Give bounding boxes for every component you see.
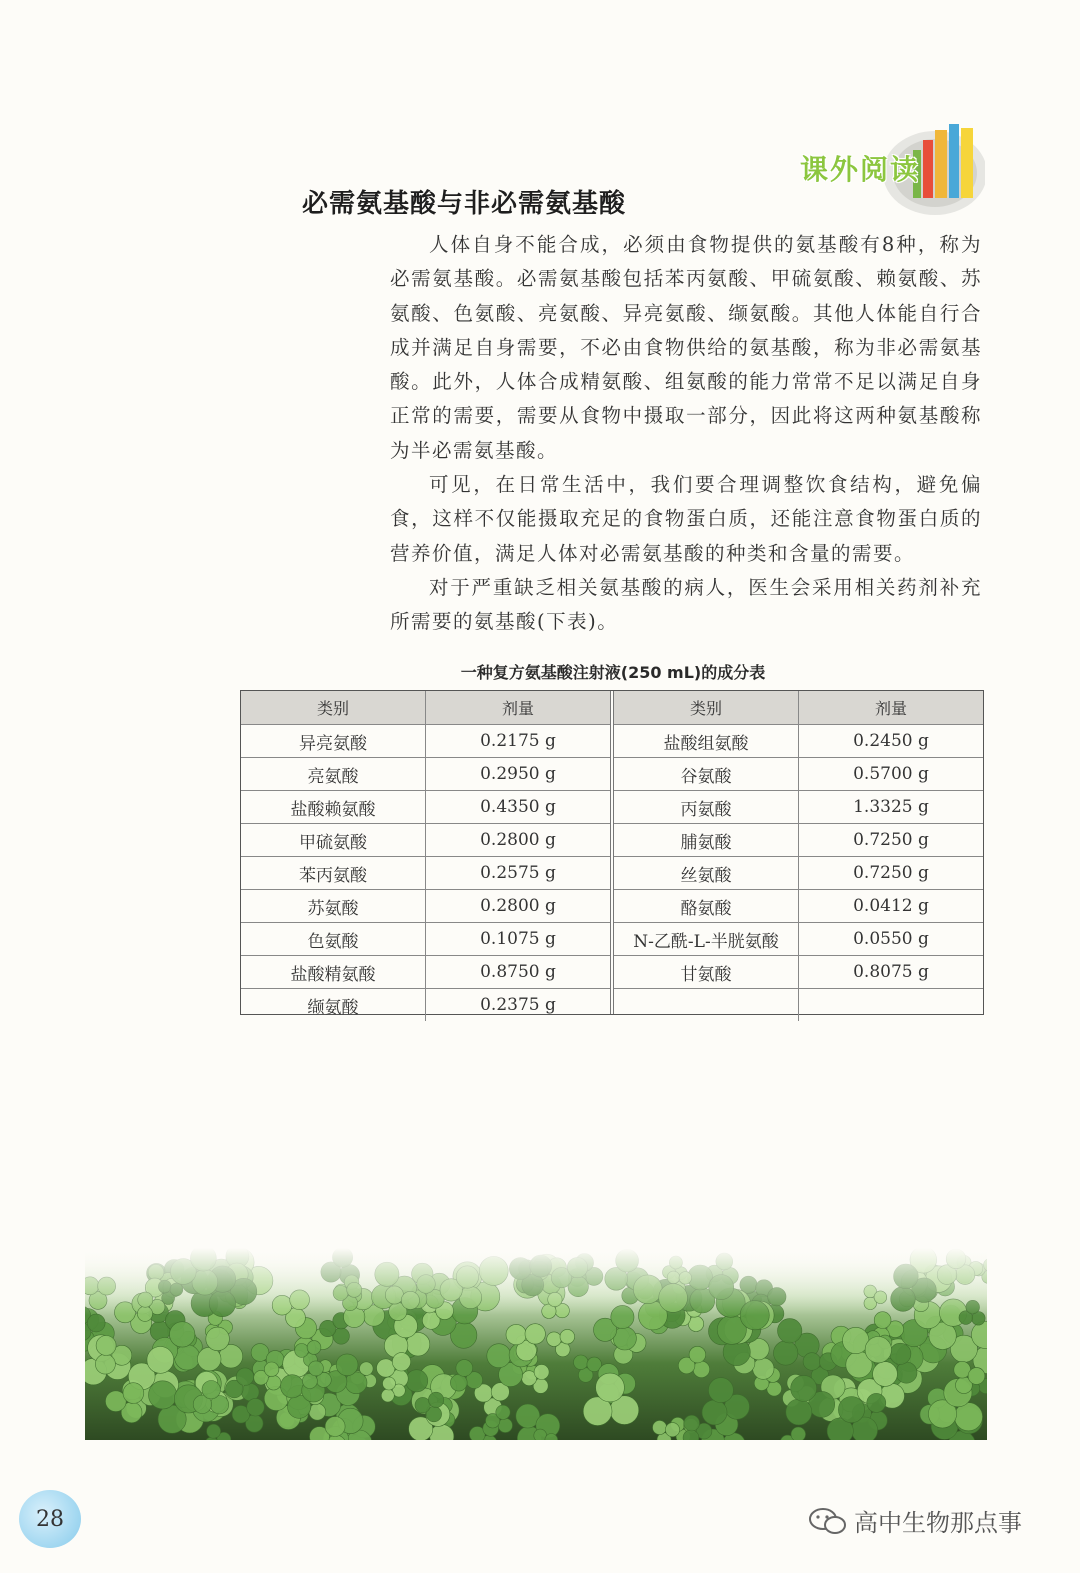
cell-category: 甲硫氨酸 — [241, 824, 426, 857]
cell-category: 盐酸精氨酸 — [241, 956, 426, 989]
cell-dose: 0.5700 g — [799, 758, 984, 791]
table-row — [614, 857, 983, 890]
cell-category: 苏氨酸 — [241, 890, 426, 923]
cell-category: 盐酸赖氨酸 — [241, 791, 426, 824]
table-row — [241, 725, 610, 758]
cell-dose: 1.3325 g — [799, 791, 984, 824]
watermark-text: 高中生物那点事 — [854, 1509, 1022, 1537]
cell-dose: 0.7250 g — [799, 824, 984, 857]
cell-dose: 0.2800 g — [426, 890, 611, 923]
cell-category: 丙氨酸 — [614, 791, 799, 824]
table-row — [241, 923, 610, 956]
badge-label: 课外阅读 — [800, 153, 921, 186]
table-row — [614, 956, 983, 989]
table-row — [614, 989, 983, 1022]
extracurricular-reading-badge — [795, 118, 985, 218]
cell-category: 色氨酸 — [241, 923, 426, 956]
cell-dose: 0.0412 g — [799, 890, 984, 923]
clover-photo — [85, 1248, 987, 1440]
table-row — [241, 791, 610, 824]
cell-dose: 0.0550 g — [799, 923, 984, 956]
cell-category: 盐酸组氨酸 — [614, 725, 799, 758]
table-row — [241, 758, 610, 791]
paragraph-2: 可见，在日常生活中，我们要合理调整饮食结构，避免偏食，这样不仅能摄取充足的食物蛋白质，还能注意食物蛋白质的营养价值，满足人体对必需氨基酸的种类和含量的需要。 — [390, 473, 982, 565]
cell-category: 亮氨酸 — [241, 758, 426, 791]
header-category: 类别 — [614, 691, 799, 725]
cell-dose: 0.8075 g — [799, 956, 984, 989]
cell-category: 缬氨酸 — [241, 989, 426, 1022]
cell-dose: 0.8750 g — [426, 956, 611, 989]
article-title: 必需氨基酸与非必需氨基酸 — [302, 189, 627, 219]
paragraph-3: 对于严重缺乏相关氨基酸的病人，医生会采用相关药剂补充所需要的氨基酸(下表)。 — [390, 575, 982, 634]
header-category: 类别 — [241, 691, 426, 725]
table-row — [614, 725, 983, 758]
cell-dose: 0.7250 g — [799, 857, 984, 890]
cell-dose: 0.1075 g — [426, 923, 611, 956]
cell-category — [614, 989, 799, 1022]
table-row — [614, 758, 983, 791]
table-row — [614, 791, 983, 824]
cell-category: 酪氨酸 — [614, 890, 799, 923]
page-number: 28 — [19, 1490, 81, 1548]
cell-category: 苯丙氨酸 — [241, 857, 426, 890]
cell-category: N-乙酰-L-半胱氨酸 — [614, 923, 799, 956]
table-caption: 一种复方氨基酸注射液(250 mL)的成分表 — [460, 663, 766, 682]
watermark — [808, 1503, 1022, 1538]
cell-dose: 0.2450 g — [799, 725, 984, 758]
table-right-half — [614, 691, 983, 1014]
cell-dose: 0.2375 g — [426, 989, 611, 1022]
paragraph-1: 人体自身不能合成，必须由食物提供的氨基酸有8种，称为必需氨基酸。必需氨基酸包括苯丙氨酸、甲硫氨酸、赖氨酸、苏氨酸、色氨酸、亮氨酸、异亮氨酸、缬氨酸。其他人体能自行合成并满足自身需要，不必由食物供给的氨基酸，称为非必需氨基酸。此外，人体合成精氨酸、组氨酸的能力常常不足以满足自身正常的需要，需要从食物中摄取一部分，因此将这两种氨基酸称为半必需氨基酸。 — [390, 233, 982, 462]
table-row — [614, 923, 983, 956]
header-dose: 剂量 — [426, 691, 611, 725]
wechat-icon — [808, 1506, 848, 1536]
cell-dose: 0.2575 g — [426, 857, 611, 890]
table-row — [614, 824, 983, 857]
cell-category: 脯氨酸 — [614, 824, 799, 857]
table-row — [241, 857, 610, 890]
cell-dose: 0.4350 g — [426, 791, 611, 824]
table-right — [614, 691, 983, 1021]
cell-dose: 0.2950 g — [426, 758, 611, 791]
table-row — [614, 890, 983, 923]
table-left — [241, 691, 610, 1021]
clover-image — [85, 1248, 987, 1440]
cell-category: 甘氨酸 — [614, 956, 799, 989]
cell-dose — [799, 989, 984, 1022]
article-body — [390, 228, 982, 640]
amino-acid-table — [240, 690, 984, 1018]
cell-category: 谷氨酸 — [614, 758, 799, 791]
header-dose: 剂量 — [799, 691, 984, 725]
cell-category: 异亮氨酸 — [241, 725, 426, 758]
table-row — [241, 890, 610, 923]
table-row — [241, 824, 610, 857]
cell-category: 丝氨酸 — [614, 857, 799, 890]
table-left-half — [241, 691, 614, 1018]
table-row — [241, 956, 610, 989]
table-row — [241, 989, 610, 1022]
cell-dose: 0.2175 g — [426, 725, 611, 758]
cell-dose: 0.2800 g — [426, 824, 611, 857]
